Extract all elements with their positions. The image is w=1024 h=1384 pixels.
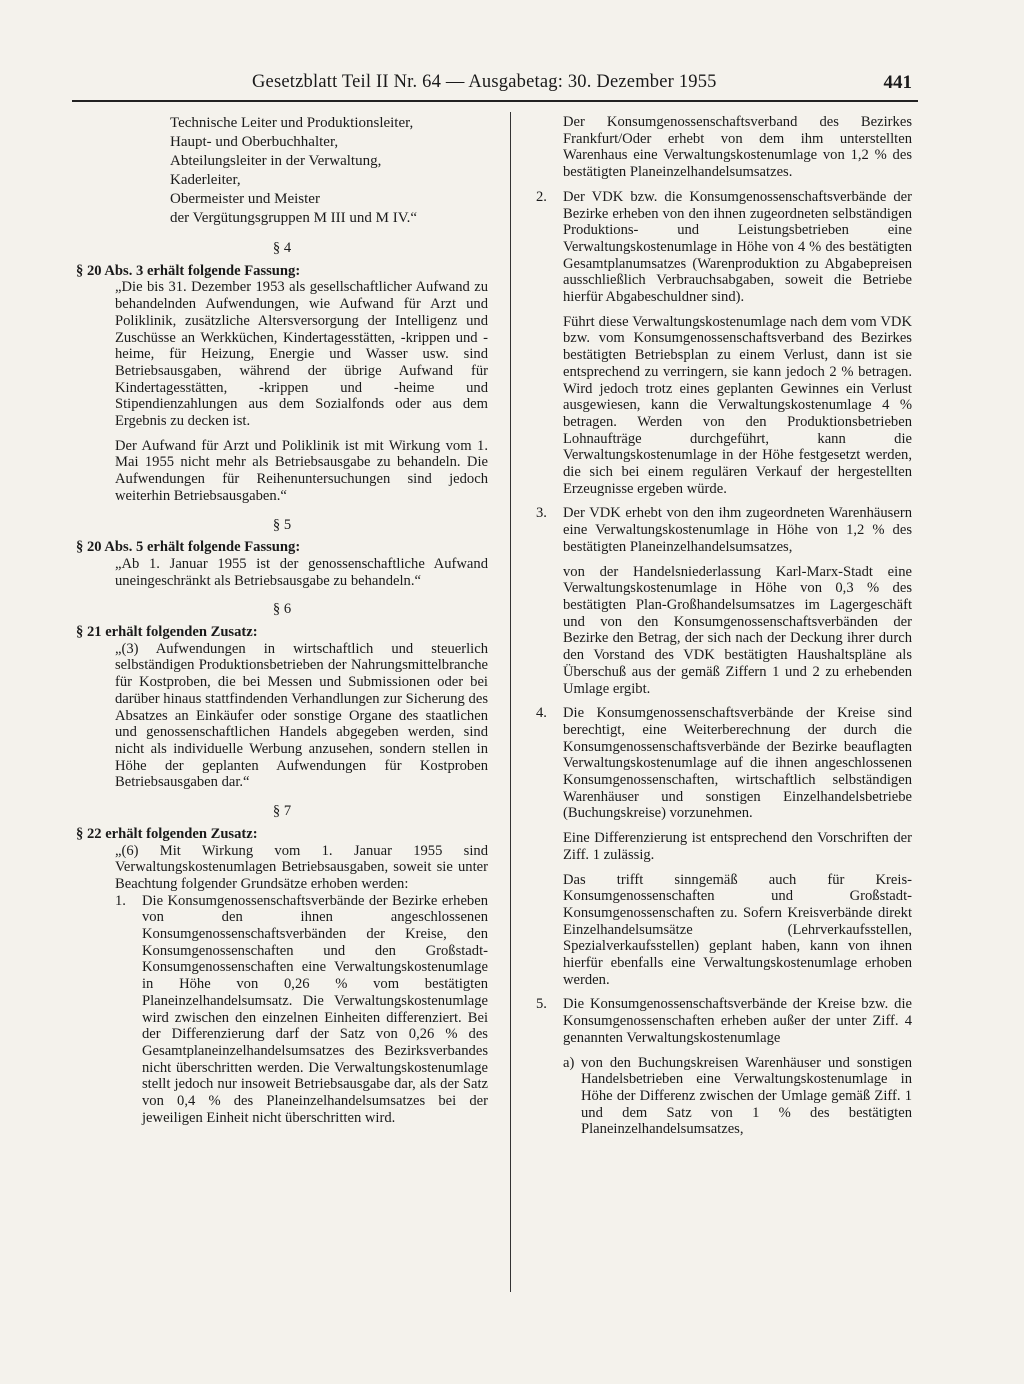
section-5-heading: § 20 Abs. 5 erhält folgende Fassung:: [76, 539, 301, 556]
list-line: Haupt- und Oberbuchhalter,: [170, 134, 339, 150]
list-item: [536, 705, 912, 988]
list-line: Kaderleiter,: [170, 172, 241, 188]
item-text: Die Konsumgenossenschaftsverbände der Kreise sind berechtigt, eine Weiterberechnung der durch die Konsumgenossenschaftsverbände der Bezirke beauflagten Verwaltungskostenumlage auf die ihnen angeschlossenen Konsumgenossenschaften, wirtschaftlich selbständigen Warenhäuser und sonstigen Einzelhandelsbetriebe (Buchungskreise) vorzunehmen.: [563, 705, 912, 822]
section-7-heading: § 22 erhält folgenden Zusatz:: [76, 825, 258, 842]
item-text: Die Konsumgenossenschaftsverbände der Bezirke erheben von den ihnen angeschlossenen Konsumgenossenschaftsverbänden der Kreise, den Konsumgenossenschaften und den Großstadt-Konsumgenossenschaften eine Verwaltungskostenumlage in Höhe von 0,26 % vom bestätigten Planeinzelhandelsumsatz. Die Verwaltungskostenumlage wird zwischen den einzelnen Einheiten differenziert. Bei der Differenzierung darf der Satz von 0,26 % des Gesamtplaneinzelhandelsumsatzes des Bezirksverbandes nicht überschritten werden. Die Verwaltungskostenumlage stellt jedoch nur insoweit Betriebsausgabe dar, als der Satz von 0,4 % des Planeinzelhandelsumsatzes bei der jeweiligen Einheit nicht überschritten wird.: [142, 892, 488, 1126]
item-text: Eine Differenzierung ist entsprechend den Vorschriften der Ziff. 1 zulässig.: [563, 830, 912, 863]
sub-list-item: [563, 1055, 912, 1139]
right-column: [536, 114, 912, 1138]
sub-item-text: von den Buchungskreisen Warenhäuser und sonstigen Handelsbetrieben eine Verwaltungskostenumlage in Höhe der Differenz zwischen der Umlage gemäß Ziff. 1 und dem Satz von 1 % des bestätigten Planeinzelhandelsumsatzes,: [581, 1054, 912, 1138]
list-line: der Vergütungsgruppen M III und M IV.“: [170, 210, 418, 226]
item-number: 5.: [536, 996, 547, 1013]
item-text: Der VDK erhebt von den ihm zugeordneten Warenhäusern eine Verwaltungskostenumlage in Höhe von 1,2 % des bestätigten Planeinzelhandelsumsatzes,: [563, 505, 912, 555]
section-5-paragraph: „Ab 1. Januar 1955 ist der genossenschaftliche Aufwand uneingeschränkt als Betriebsausgabe zu behandeln.“: [115, 555, 488, 589]
list-item: [536, 505, 912, 697]
item-text: Der VDK bzw. die Konsumgenossenschaftsverbände der Bezirke erheben von den ihnen zugeordneten selbständigen Produktions- und Leistungsbetrieben eine Verwaltungskostenumlage in Höhe von 4 % des bestätigten Gesamtplanumsatzes (Warenproduktion zu Abgabepreisen ausschließlich Verbrauchsabgaben, soweit die Betriebe hierfür Abgabeschuldner sind).: [563, 188, 912, 306]
column-divider: [510, 112, 511, 1292]
paragraph: Der Konsumgenossenschaftsverband des Bezirkes Frankfurt/Oder erhebt von dem ihm unterstellten Warenhaus eine Verwaltungskostenumlage von 1,2 % des bestätigten Planeinzelhandelsumsatzes.: [563, 114, 912, 181]
list-item: [115, 893, 488, 1127]
left-column: [76, 114, 488, 1126]
section-4-paragraph: Der Aufwand für Arzt und Poliklinik ist mit Wirkung vom 1. Mai 1955 nicht mehr als Betriebsausgabe zu behandeln. Die Aufwendungen für Reihenuntersuchungen sind jedoch weiterhin Betriebsausgaben.“: [115, 437, 488, 504]
section-4-heading: § 20 Abs. 3 erhält folgende Fassung:: [76, 262, 301, 279]
section-4-number: § 4: [272, 240, 292, 256]
list-line: Obermeister und Meister: [170, 191, 320, 207]
section-6-paragraph: „(3) Aufwendungen in wirtschaftlich und steuerlich selbständigen Produktionsbetrieben der Nahrungsmittelbranche für Kostproben, die bei Messen und Submissionen oder bei darüber hinaus stattfindenden Verhandlungen zur Sicherung des Absatzes an Einkäufer oder sonstige Organe des staatlichen und genossenschaftlichen Handels abgegeben werden, sind nicht als individuelle Werbung anzusehen, sondern stellen in Höhe der geplanten Aufwendungen für Kostproben Betriebsausgaben dar.“: [115, 640, 488, 791]
section-4-paragraph: „Die bis 31. Dezember 1953 als gesellschaftlicher Aufwand zu behandelnden Aufwendungen, wie Aufwand für Arzt und Poliklinik, zusätzliche Altersversorgung der Intelligenz und Zuschüsse an Werkküchen, Kindertagesstätten, -krippen und -heime, für Heizung, Energie und Wasser usw. sind Betriebsausgaben, während der übrige Aufwand für Kindertagesstätten, -krippen und -heime und Stipendienzahlungen aus dem Sozialfonds oder aus dem Ergebnis zu decken ist.: [115, 279, 488, 430]
section-6-heading: § 21 erhält folgenden Zusatz:: [76, 624, 258, 641]
item-text: von der Handelsniederlassung Karl-Marx-Stadt eine Verwaltungskostenumlage in Höhe von 0,3 % des bestätigten Plan-Großhandelsumsatzes im Lagergeschäft und von den Konsumgenossenschaftsverbänden der Bezirke den Betrag, der sich nach der Deckung ihrer durch den Vorstand des VDK bestätigten Haushaltspläne als Überschuß aus der gemäß Ziffern 1 und 2 zu erhebenden Umlage ergibt.: [563, 563, 912, 697]
sub-item-letter: a): [563, 1054, 575, 1071]
item-number: 2.: [536, 188, 547, 205]
section-5-number: § 5: [272, 516, 292, 533]
item-number: 3.: [536, 505, 547, 522]
header-title: Gesetzblatt Teil II Nr. 64 — Ausgabetag: 30. Dezember 1955: [252, 72, 717, 92]
list-item: [536, 189, 912, 498]
section-7-paragraph: „(6) Mit Wirkung vom 1. Januar 1955 sind Verwaltungskostenumlagen Betriebsausgaben, soweit sie unter Beachtung folgender Grundsätze erhoben werden:: [115, 842, 488, 892]
item-text: Führt diese Verwaltungskostenumlage nach dem vom VDK bzw. vom Konsumgenossenschaftsverband des Bezirkes bestätigten Betriebsplan zu einem Verlust, dann ist sie entsprechend zu verringern, sie kann jedoch 2 % betragen. Wird jedoch trotz eines geplanten Gewinnes ein Verlust ausgewiesen, kann die Verwaltungskostenumlage 4 % betragen. Werden von den Produktionsbetrieben Lohnaufträge durchgeführt, kann die Verwaltungskostenumlage in der Höhe festgesetzt werden, die sich bei einem regulären Verkauf der hergestellten Erzeugnisse ergeben würde.: [563, 313, 912, 497]
item-text: Die Konsumgenossenschaftsverbände der Kreise bzw. die Konsumgenossenschaften erheben außer der unter Ziff. 4 genannten Verwaltungskostenumlage: [563, 996, 912, 1046]
item-text: Das trifft sinngemäß auch für Kreis-Konsumgenossenschaften und Großstadt-Konsumgenossenschaften zu. Sofern Kreisverbände direkt Einzelhandelsumsätze (Lehrverkaufsstellen, Spezialverkaufsstellen) geplant haben, kann von ihnen hierfür ebenfalls eine Verwaltungskostenumlage erhoben werden.: [563, 871, 912, 988]
page-header: [72, 70, 918, 102]
section-6-number: § 6: [272, 601, 292, 618]
item-number: 4.: [536, 705, 547, 722]
position-list: [170, 114, 488, 228]
item-number: 1.: [115, 892, 126, 909]
list-line: Abteilungsleiter in der Verwaltung,: [170, 153, 382, 169]
list-item: [536, 996, 912, 1138]
list-line: Technische Leiter und Produktionsleiter,: [170, 115, 414, 131]
section-7-number: § 7: [272, 803, 292, 820]
page-number: 441: [883, 72, 912, 93]
